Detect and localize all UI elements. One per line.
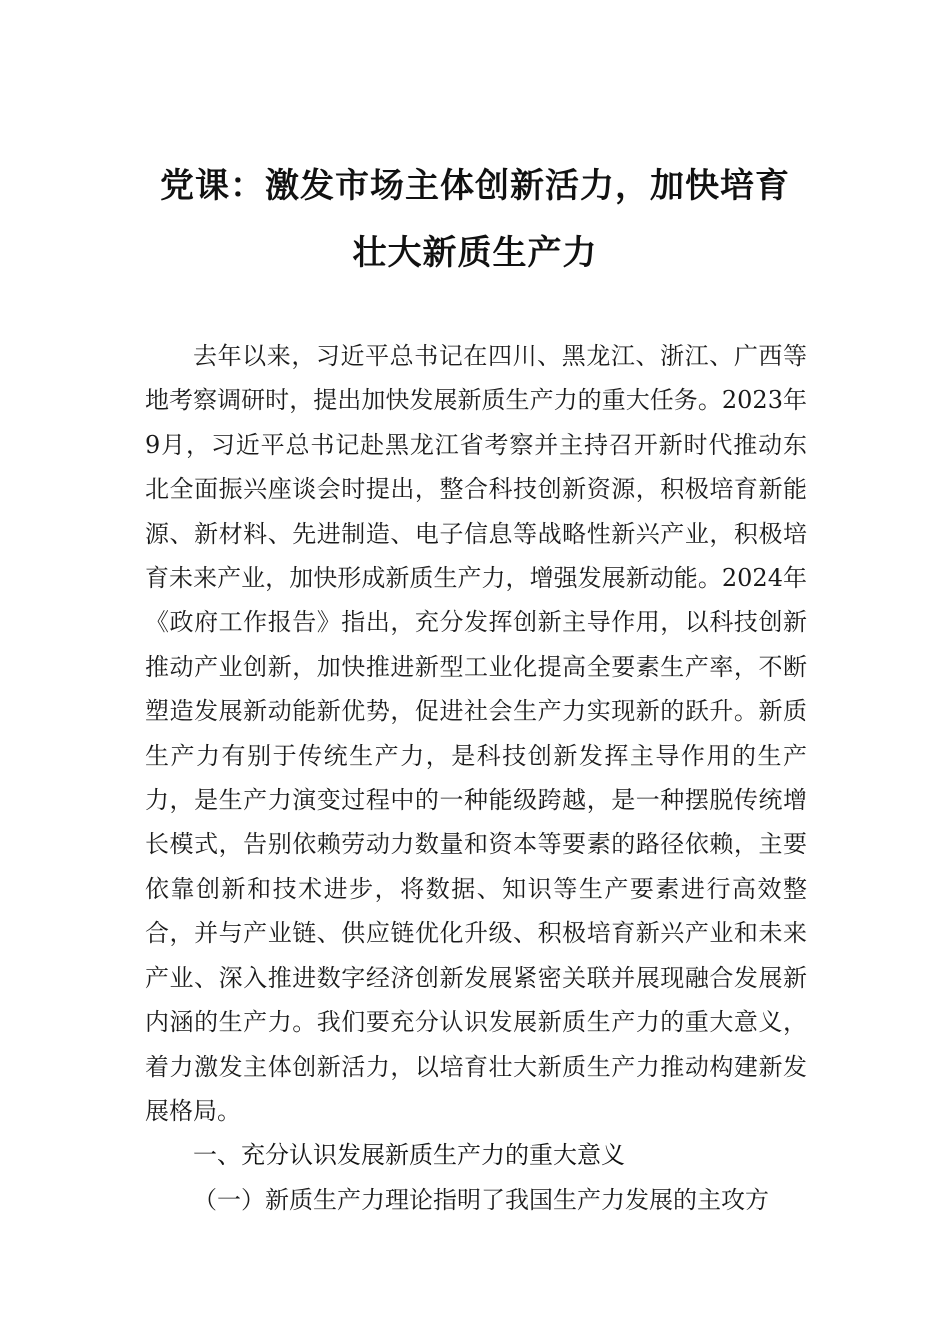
- document-title-line-1: 党课：激发市场主体创新活力，加快培育: [160, 166, 790, 206]
- section-heading: 一、充分认识发展新质生产力的重大意义: [193, 1141, 625, 1169]
- document-title-line-2: 壮大新质生产力: [352, 233, 598, 273]
- intro-paragraph: 去年以来，习近平总书记在四川、黑龙江、浙江、广西等地考察调研时，提出加快发展新质生产力的重大任务。2023年9月，习近平总书记赴黑龙江省考察并主持召开新时代推动东北全面振兴座谈会时提出，整合科技创新资源，积极培育新能源、新材料、先进制造、电子信息等战略性新兴产业，积极培育未来产业，加快形成新质生产力，增强发展新动能。2024年《政府工作报告》指出，充分发挥创新主导作用，以科技创新推动产业创新，加快推进新型工业化提高全要素生产率，不断塑造发展新动能新优势，促进社会生产力实现新的跃升。新质生产力有别于传统生产力，是科技创新发挥主导作用的生产力，是生产力演变过程中的一种能级跨越，是一种摆脱传统增长模式，告别依赖劳动力数量和资本等要素的路径依赖，主要依靠创新和技术进步，将数据、知识等生产要素进行高效整合，并与产业链、供应链优化升级、积极培育新兴产业和未来产业、深入推进数字经济创新发展紧密关联并展现融合发展新内涵的生产力。我们要充分认识发展新质生产力的重大意义，着力激发主体创新活力，以培育壮大新质生产力推动构建新发展格局。: [145, 342, 807, 1125]
- subsection-heading: （一）新质生产力理论指明了我国生产力发展的主攻方: [193, 1186, 769, 1214]
